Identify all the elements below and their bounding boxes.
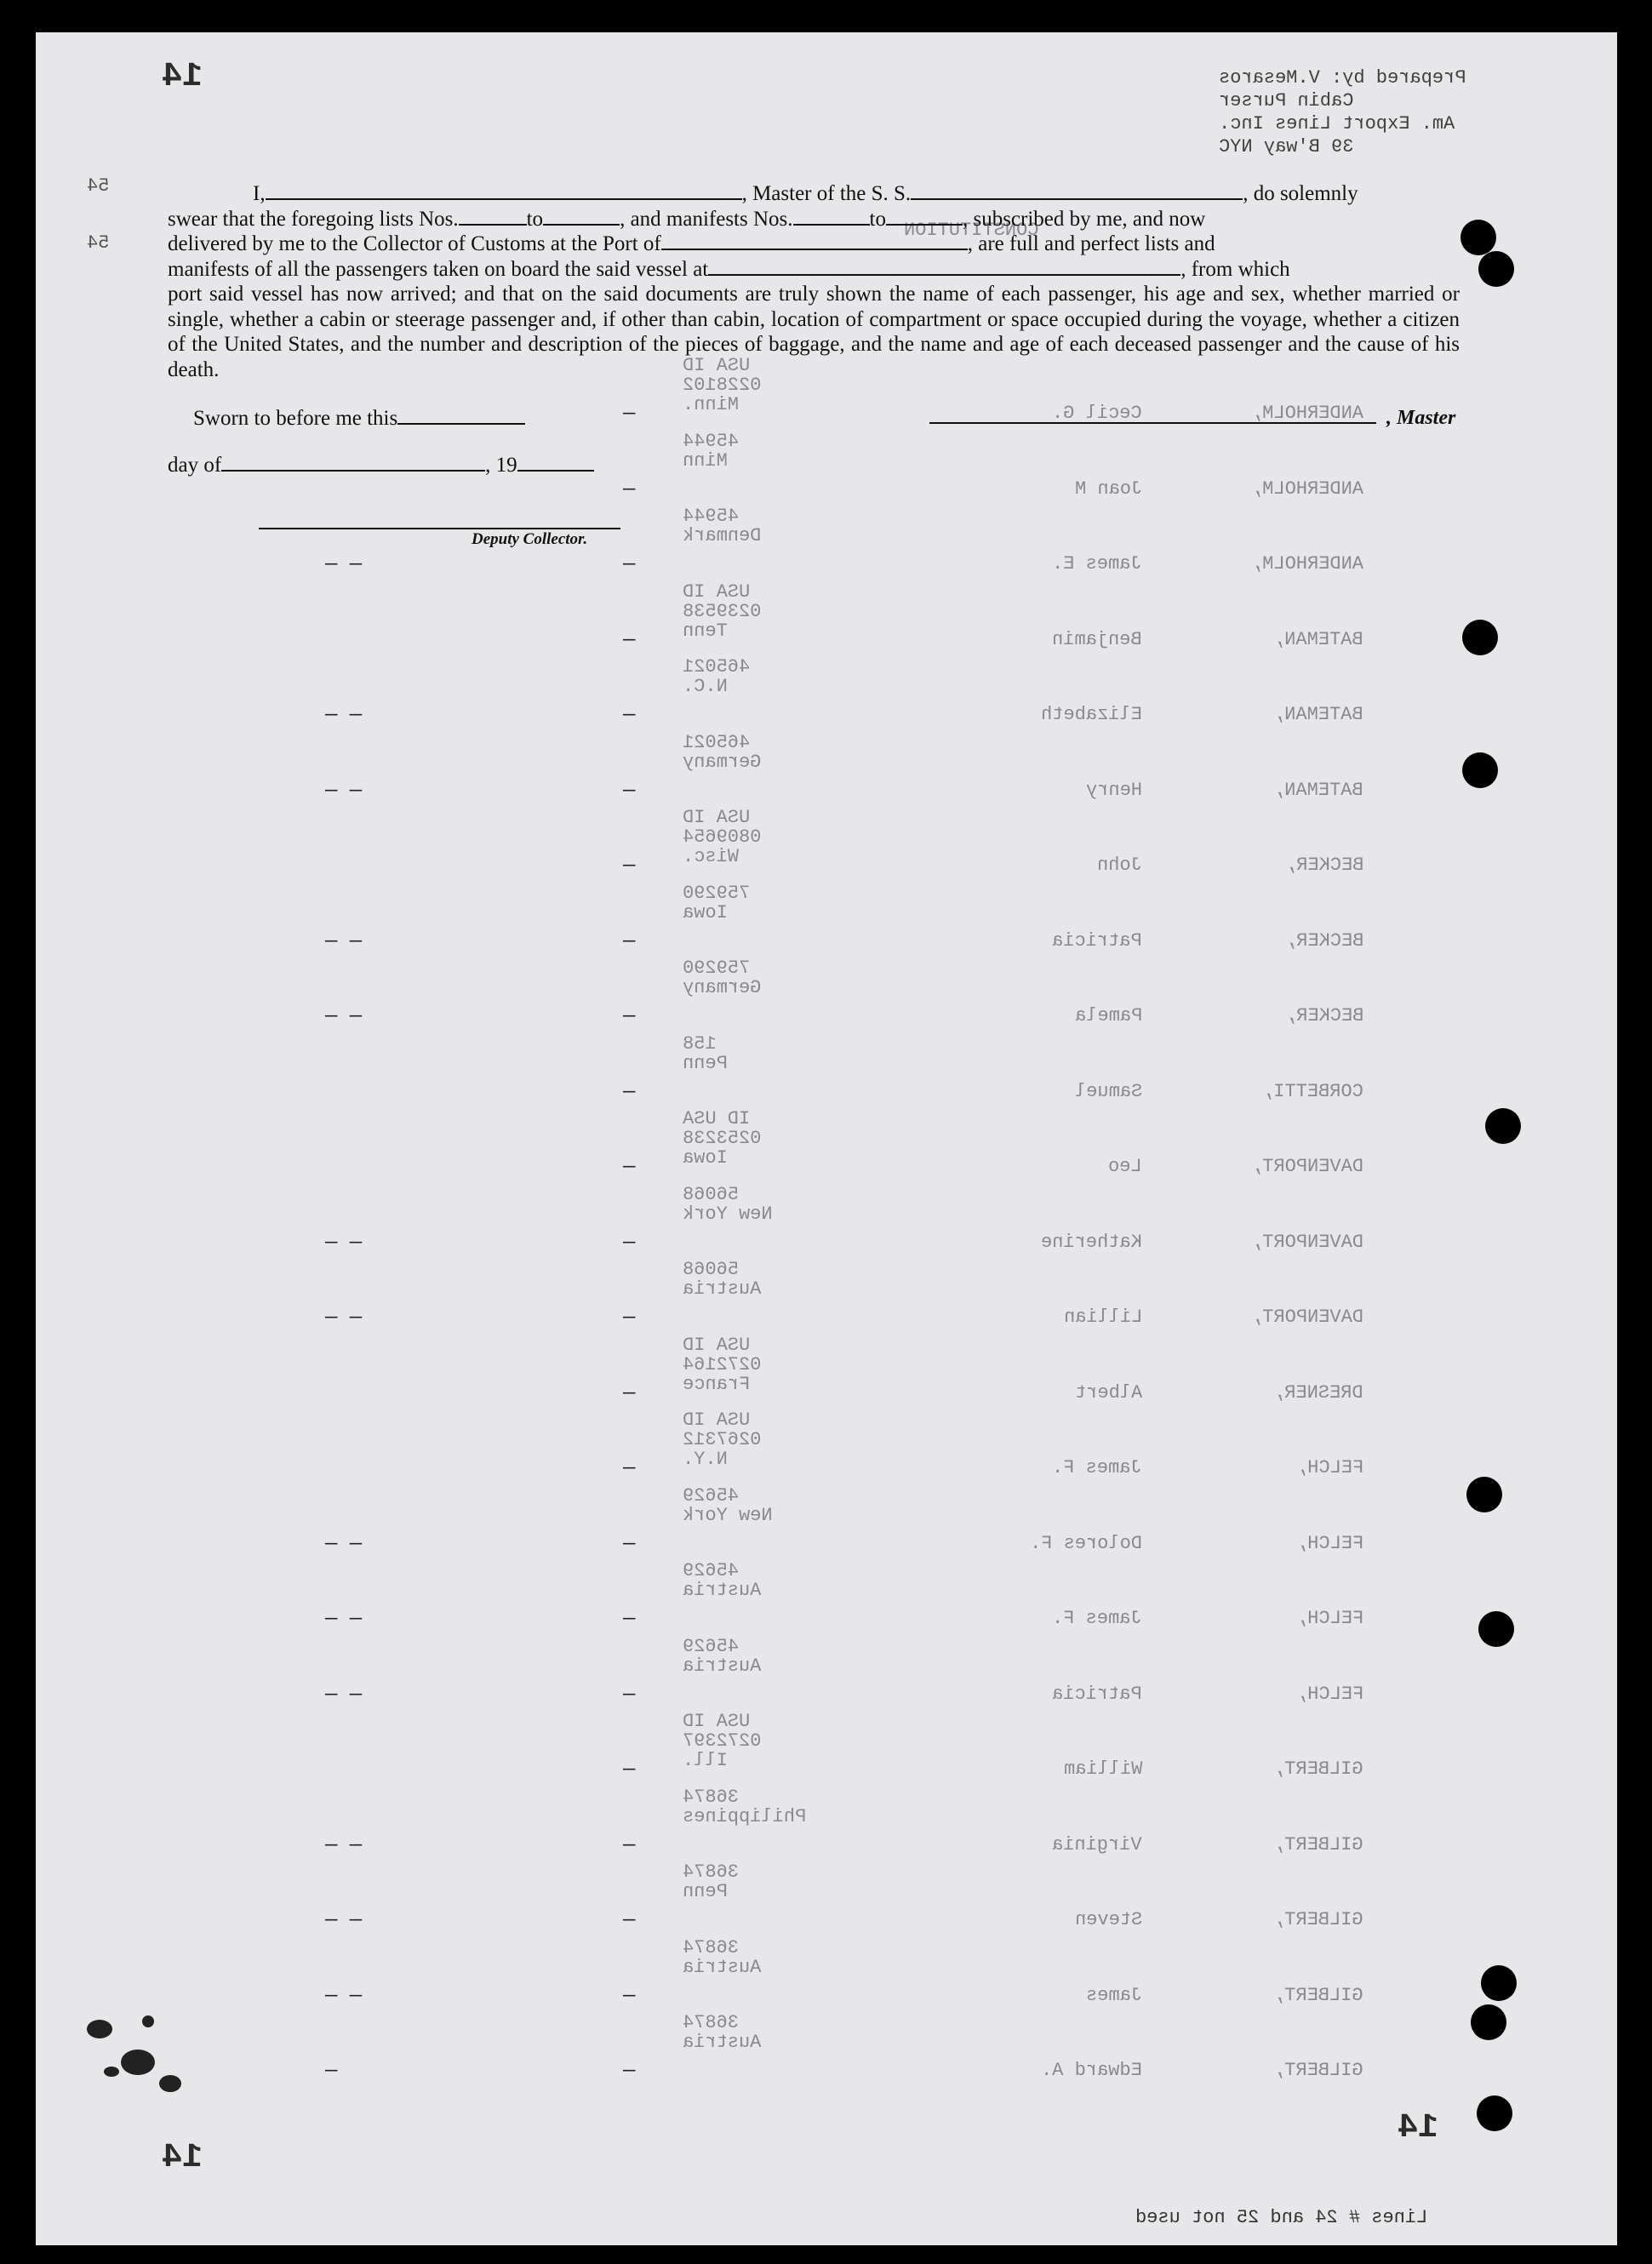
surname-ghost-text: CORBETTI,	[1262, 1080, 1363, 1102]
residence-line: USA ID	[683, 1711, 751, 1732]
passenger-row	[36, 432, 1617, 508]
punch-hole	[1478, 251, 1514, 287]
residence-line: USA ID	[683, 1334, 751, 1356]
residence-line: Austria	[683, 1580, 762, 1601]
passenger-row	[36, 1034, 1617, 1111]
punch-hole	[1477, 2095, 1512, 2131]
given-name-ghost-text: James	[1085, 1984, 1142, 2006]
mark-column-1: — —	[325, 1909, 363, 1932]
manifest-sheet	[36, 32, 1617, 2245]
passenger-row	[36, 1712, 1617, 1788]
mark-column-2: —	[623, 704, 636, 727]
punch-hole	[1461, 220, 1496, 255]
mark-column-2: —	[623, 855, 636, 878]
passenger-row	[36, 356, 1617, 432]
residence-line: 36874	[683, 2012, 740, 2033]
passenger-row	[36, 1787, 1617, 1864]
sworn-line: Sworn to before me this	[193, 407, 525, 431]
mark-column-2: —	[623, 1457, 636, 1480]
given-name-ghost-text: Katherine	[1041, 1231, 1142, 1253]
ink-smudge	[159, 2075, 181, 2092]
surname-ghost-text: FELCH,	[1295, 1532, 1363, 1554]
mark-column-1: — —	[325, 1306, 363, 1329]
surname-ghost-text: GILBERT,	[1273, 1833, 1363, 1855]
given-name-ghost-text: Patricia	[1052, 1683, 1142, 1705]
residence-line: USA ID	[683, 807, 751, 828]
residence-line: N.Y.	[683, 1449, 728, 1470]
residence-line: USA ID	[683, 355, 751, 376]
residence-line: Austria	[683, 2032, 762, 2053]
given-name-ghost-text: Leo	[1108, 1156, 1142, 1177]
passenger-row	[36, 1335, 1617, 1412]
mark-column-2: —	[623, 1909, 636, 1932]
passenger-row	[36, 657, 1617, 734]
punch-hole	[1478, 1611, 1514, 1647]
margin-note: 54	[87, 175, 110, 197]
mark-column-2: —	[623, 1608, 636, 1631]
residence-line: N.C.	[683, 676, 728, 697]
residence-line: Minn.	[683, 394, 740, 415]
mark-column-1: — —	[325, 553, 363, 576]
mark-column-2: —	[623, 1306, 636, 1329]
surname-ghost-text: DAVENPORT,	[1250, 1306, 1363, 1328]
residence-line: USA ID	[683, 580, 751, 603]
master-label: , Master	[1386, 407, 1456, 429]
given-name-ghost-text: James F.	[1052, 1608, 1142, 1629]
mark-column-2: —	[623, 1532, 636, 1556]
residence-ghost-text	[683, 1109, 844, 1168]
residence-ghost-text	[683, 432, 844, 471]
residence-line: Penn	[683, 1052, 728, 1074]
residence-line: 759290	[683, 958, 751, 979]
given-name-ghost-text: Samuel	[1074, 1080, 1142, 1102]
surname-ghost-text: DAVENPORT,	[1250, 1156, 1363, 1177]
residence-ghost-text	[683, 1787, 844, 1827]
surname-ghost-text: ANDERHOLM,	[1250, 477, 1363, 500]
residence-line: 0272164	[683, 1353, 762, 1375]
residence-line: 0253238	[683, 1128, 762, 1149]
mark-column-2: —	[623, 403, 636, 426]
residence-line: 465021	[683, 656, 751, 677]
mark-column-2: —	[623, 1758, 636, 1781]
surname-ghost-text: ANDERHOLM,	[1250, 403, 1363, 424]
punch-hole	[1471, 2004, 1506, 2040]
ink-smudge	[121, 2050, 155, 2075]
residence-ghost-text	[683, 1561, 844, 1600]
residence-line: Germany	[683, 977, 762, 998]
mark-column-2: —	[623, 1683, 636, 1707]
passenger-row	[36, 883, 1617, 960]
given-name-ghost-text: Henry	[1085, 779, 1142, 801]
passenger-row	[36, 1862, 1617, 1939]
passenger-row	[36, 733, 1617, 809]
residence-line: New York	[683, 1504, 773, 1526]
given-name-ghost-text: James F.	[1052, 1457, 1142, 1478]
surname-ghost-text: FELCH,	[1295, 1608, 1363, 1629]
passenger-row	[36, 1561, 1617, 1638]
residence-line: Germany	[683, 751, 762, 773]
passenger-row	[36, 506, 1617, 583]
ink-smudge	[104, 2067, 119, 2077]
mark-column-2: —	[623, 779, 636, 803]
residence-line: 0267312	[683, 1429, 762, 1450]
given-name-ghost-text: Edward A.	[1041, 2060, 1142, 2081]
residence-line: Iowa	[683, 1147, 728, 1169]
residence-line: 158	[683, 1032, 717, 1055]
mark-column-2: —	[623, 628, 636, 652]
residence-line: 465021	[683, 731, 751, 753]
given-name-ghost-text: Lillian	[1063, 1306, 1142, 1328]
residence-ghost-text	[683, 958, 844, 998]
mark-column-2: —	[623, 477, 636, 501]
residence-line: 45944	[683, 506, 740, 527]
mark-column-1: — —	[325, 1984, 363, 2008]
page-number-top: 14	[162, 58, 203, 96]
mark-column-2: —	[623, 1080, 636, 1104]
residence-line: 36874	[683, 1936, 740, 1958]
mark-column-1: —	[325, 2060, 338, 2083]
residence-line: Penn	[683, 1881, 728, 1902]
residence-line: 56068	[683, 1183, 740, 1205]
residence-line: 45629	[683, 1635, 740, 1657]
given-name-ghost-text: Elizabeth	[1041, 704, 1142, 725]
given-name-ghost-text: Steven	[1074, 1909, 1142, 1930]
residence-ghost-text	[683, 1637, 844, 1676]
surname-ghost-text: ANDERHOLM,	[1250, 553, 1363, 575]
surname-ghost-text: BATEMAN,	[1273, 628, 1363, 650]
surname-ghost-text: FELCH,	[1295, 1683, 1363, 1705]
residence-line: 36874	[683, 1786, 740, 1808]
residence-line: Tenn	[683, 620, 728, 642]
residence-ghost-text	[683, 1034, 844, 1073]
residence-ghost-text	[683, 657, 844, 696]
mark-column-1: — —	[325, 1608, 363, 1631]
residence-line: 45629	[683, 1484, 740, 1506]
residence-line: Ill.	[683, 1750, 728, 1771]
punch-hole	[1462, 620, 1498, 655]
residence-line: Austria	[683, 1278, 762, 1300]
mark-column-2: —	[623, 553, 636, 576]
given-name-ghost-text: Joan M	[1074, 477, 1142, 500]
surname-ghost-text: DAVENPORT,	[1250, 1231, 1363, 1253]
residence-ghost-text	[683, 1486, 844, 1525]
residence-ghost-text	[683, 1712, 844, 1770]
residence-ghost-text	[683, 808, 844, 866]
residence-line: USA ID	[683, 1409, 751, 1431]
mark-column-1: — —	[325, 1833, 363, 1857]
passenger-row	[36, 1410, 1617, 1487]
surname-ghost-text: GILBERT,	[1273, 1984, 1363, 2006]
given-name-ghost-text: Virginia	[1052, 1833, 1142, 1855]
mark-column-2: —	[623, 1984, 636, 2008]
mark-column-1: — —	[325, 779, 363, 803]
deputy-collector-label: Deputy Collector.	[472, 530, 588, 548]
residence-ghost-text	[683, 582, 844, 641]
residence-line: Denmark	[683, 525, 762, 546]
residence-line: 0272397	[683, 1730, 762, 1752]
residence-ghost-text	[683, 1185, 844, 1224]
given-name-ghost-text: Cecil G.	[1052, 403, 1142, 424]
ink-smudge	[87, 2020, 112, 2038]
residence-line: 56068	[683, 1259, 740, 1280]
punch-hole	[1481, 1965, 1517, 2001]
passenger-row	[36, 1185, 1617, 1261]
oath-paragraph: I, , Master of the S. S. , do solemnly swear that the foregoing lists Nos. to , and manifests Nos. to , subscribed by me, and now delivered by me to the Collector of Customs at the Port of , are full and perfect lists and manifests of all the passengers taken on board the said vessel at , from which port said vessel has now arrived; and that on the said documents are truly shown the name of each passenger, his age and sex, whether married or single, whether a cabin or steerage passenger and, if other than cabin, location of compartment or space occupied during the voyage, whether a citizen of the United States, and the number and description of the pieces of baggage, and the name and age of each deceased passenger and the cause of his death.	[168, 182, 1460, 381]
surname-ghost-text: FELCH,	[1295, 1457, 1363, 1478]
ghost-vessel-name: CONSTITUTION	[904, 220, 1039, 241]
mark-column-2: —	[623, 1231, 636, 1255]
mark-column-1: — —	[325, 1683, 363, 1707]
passenger-row	[36, 958, 1617, 1035]
residence-ghost-text	[683, 356, 844, 414]
residence-line: Wisc.	[683, 846, 740, 867]
mark-column-1: — —	[325, 1532, 363, 1556]
residence-line: 759290	[683, 882, 751, 904]
residence-line: Philippines	[683, 1805, 807, 1827]
footnote: Lines # 24 and 25 not used	[1135, 2207, 1427, 2228]
passenger-row	[36, 1260, 1617, 1336]
passenger-row	[36, 1938, 1617, 2015]
mark-column-1: — —	[325, 1231, 363, 1255]
passenger-row	[36, 582, 1617, 659]
mark-column-2: —	[623, 1833, 636, 1857]
passenger-row	[36, 2013, 1617, 2090]
residence-line: Iowa	[683, 901, 728, 923]
given-name-ghost-text: Benjamin	[1052, 628, 1142, 650]
given-name-ghost-text: Pamela	[1074, 1005, 1142, 1026]
mark-column-1: — —	[325, 1005, 363, 1028]
residence-line: 0809654	[683, 826, 762, 848]
punch-hole	[1485, 1108, 1521, 1144]
passenger-row	[36, 1486, 1617, 1563]
residence-ghost-text	[683, 506, 844, 546]
surname-ghost-text: BATEMAN,	[1273, 779, 1363, 801]
given-name-ghost-text: Dolores F.	[1029, 1532, 1142, 1554]
residence-line: France	[683, 1373, 751, 1395]
given-name-ghost-text: Albert	[1074, 1381, 1142, 1404]
passenger-row	[36, 808, 1617, 884]
prepared-by-stamp: Prepared by: V.Mesaros Cabin Purser Am. Export Lines Inc. 39 B'way NYC	[1219, 67, 1466, 157]
ink-smudge	[142, 2015, 154, 2027]
given-name-ghost-text: Patricia	[1052, 929, 1142, 952]
residence-ghost-text	[683, 1410, 844, 1469]
residence-line: Minn	[683, 449, 728, 472]
punch-hole	[1462, 752, 1498, 788]
residence-line: New York	[683, 1203, 773, 1225]
mark-column-2: —	[623, 2060, 636, 2083]
day-of-line: day of , 19	[168, 454, 594, 477]
given-name-ghost-text: John	[1097, 855, 1142, 876]
surname-ghost-text: BECKER,	[1284, 929, 1363, 952]
mark-column-1: — —	[325, 704, 363, 727]
residence-line: 45944	[683, 430, 740, 452]
mark-column-2: —	[623, 1005, 636, 1028]
surname-ghost-text: GILBERT,	[1273, 2060, 1363, 2081]
residence-line: 0239538	[683, 600, 762, 622]
residence-ghost-text	[683, 733, 844, 772]
given-name-ghost-text: James E.	[1052, 553, 1142, 575]
residence-ghost-text	[683, 1335, 844, 1394]
mark-column-1: — —	[325, 929, 363, 953]
mark-column-2: —	[623, 929, 636, 953]
passenger-row	[36, 1109, 1617, 1186]
surname-ghost-text: BECKER,	[1284, 1005, 1363, 1026]
residence-line: ID USA	[683, 1108, 751, 1129]
residence-line: 36874	[683, 1861, 740, 1883]
residence-ghost-text	[683, 883, 844, 923]
residence-line: 45629	[683, 1560, 740, 1581]
page-number-bottom-right: 14	[1398, 2109, 1439, 2147]
mark-column-2: —	[623, 1156, 636, 1179]
surname-ghost-text: GILBERT,	[1273, 1909, 1363, 1930]
surname-ghost-text: DRESNER,	[1273, 1381, 1363, 1404]
residence-line: Austria	[683, 1956, 762, 1978]
residence-ghost-text	[683, 1260, 844, 1299]
mark-column-2: —	[623, 1381, 636, 1405]
residence-line: 0228102	[683, 374, 762, 396]
residence-line: Austria	[683, 1655, 762, 1677]
residence-ghost-text	[683, 1862, 844, 1901]
margin-note: 54	[87, 232, 110, 254]
punch-hole	[1466, 1477, 1502, 1512]
residence-ghost-text	[683, 1938, 844, 1977]
surname-ghost-text: BECKER,	[1284, 855, 1363, 876]
passenger-row	[36, 1637, 1617, 1713]
surname-ghost-text: GILBERT,	[1273, 1758, 1363, 1780]
page-number-bottom-left: 14	[162, 2139, 203, 2177]
surname-ghost-text: BATEMAN,	[1273, 704, 1363, 725]
given-name-ghost-text: William	[1063, 1758, 1142, 1780]
residence-ghost-text	[683, 2013, 844, 2052]
